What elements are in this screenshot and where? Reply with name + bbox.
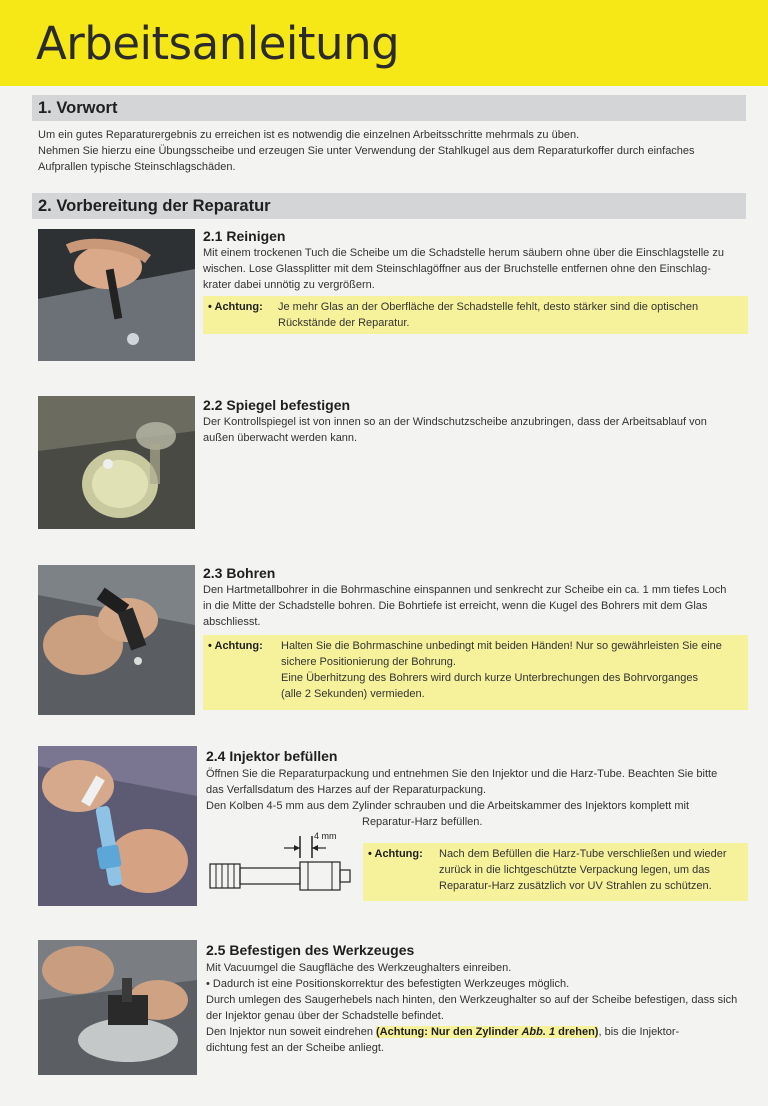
step-line: wischen. Lose Glassplitter mit dem Steinschlagöffner aus der Bruchstelle entfernen ohne den Einschlag- (203, 263, 711, 275)
step-text-bohren (203, 582, 748, 630)
vorwort-text (38, 127, 748, 175)
warning-line: sichere Positionierung der Bohrung. (281, 656, 456, 668)
step-line: Durch umlegen des Saugerhebels nach hinten, den Werkzeughalter so auf der Scheibe befestigen, dass sich (206, 994, 738, 1006)
step-line: Der Kontrollspiegel ist von innen so an der Windschutzscheibe anzubringen, dass der Arbeitsablauf von (203, 416, 707, 428)
step-line: der Injektor genau über der Schadstelle befindet. (206, 1010, 444, 1022)
warning-line: Eine Überhitzung des Bohrers wird durch kurze Unterbrechungen des Bohrvorganges (281, 672, 699, 684)
step-line-pre: Den Injektor nun soweit eindrehen (206, 1026, 376, 1038)
warning-line: (alle 2 Sekunden) vermieden. (281, 688, 425, 700)
step-title-bohren: 2.3 Bohren (203, 565, 276, 581)
warning-line: Reparatur-Harz zusätzlich vor UV Strahlen zu schützen. (439, 880, 712, 892)
step-title-spiegel: 2.2 Spiegel befestigen (203, 397, 351, 413)
warning-label: • Achtung: (208, 301, 263, 313)
step-line: in die Mitte der Schadstelle bohren. Die Bohrtiefe ist erreicht, wenn die Kugel des Bohrers mit dem Glas (203, 600, 708, 612)
vorwort-line: Um ein gutes Reparaturergebnis zu erreichen ist es notwendig die einzelnen Arbeitsschritte mehrmals zu üben. (38, 129, 580, 141)
page-title: Arbeitsanleitung (36, 17, 400, 70)
photo-injector (38, 746, 197, 906)
photo-mirror (38, 396, 195, 529)
step-line: • Dadurch ist eine Positionskorrektur des befestigten Werkzeuges möglich. (206, 978, 570, 990)
step-line-post: , bis die Injektor- (598, 1026, 680, 1038)
step-text-injektor (206, 766, 748, 830)
warning-label: • Achtung: (368, 848, 423, 860)
inline-warning-part: drehen) (555, 1026, 599, 1038)
figure-reference: Abb. 1 (521, 1026, 556, 1038)
step-line: Den Kolben 4-5 mm aus dem Zylinder schrauben und die Arbeitskammer des Injektors komplett mit (206, 800, 689, 812)
dimension-label: 4 mm (314, 831, 337, 841)
step-text-reinigen (203, 245, 748, 293)
warning-label: • Achtung: (208, 640, 263, 652)
inline-warning (376, 1026, 598, 1038)
warning-line: zurück in die lichtgeschützte Verpackung legen, um das (439, 864, 710, 876)
vorwort-line: Aufprallen typische Steinschlagschäden. (38, 161, 236, 173)
step-title-injektor: 2.4 Injektor befüllen (206, 748, 338, 764)
warning-line: Halten Sie die Bohrmaschine unbedingt mit beiden Händen! Nur so gewährleisten Sie eine (281, 640, 722, 652)
step-line: das Verfallsdatum des Harzes auf der Reparaturpackung. (206, 784, 487, 796)
step-line: Den Hartmetallbohrer in die Bohrmaschine einspannen und senkrecht zur Scheibe ein ca. 1 mm tiefes Loch (203, 584, 727, 596)
step-line: krater dabei unnötig zu vergrößern. (203, 279, 375, 291)
step-line-with-warning (206, 1024, 748, 1040)
step-title-reinigen: 2.1 Reinigen (203, 228, 286, 244)
section-heading-vorwort: 1. Vorwort (32, 95, 746, 121)
step-text-spiegel (203, 414, 748, 446)
step-text-befestigen (206, 960, 748, 1056)
warning-note-bohren (203, 635, 748, 710)
step-line: dichtung fest an der Scheibe anliegt. (206, 1042, 384, 1054)
section-heading-vorbereitung: 2. Vorbereitung der Reparatur (32, 193, 746, 219)
warning-line: Je mehr Glas an der Oberfläche der Schadstelle fehlt, desto stärker sind die optischen (278, 301, 699, 313)
step-line: abschliesst. (203, 616, 261, 628)
step-line: Reparatur-Harz befüllen. (362, 816, 483, 828)
warning-note-injektor (363, 843, 748, 901)
warning-line: Nach dem Befüllen die Harz-Tube verschließen und wieder (439, 848, 727, 860)
photo-drilling (38, 565, 195, 715)
title-banner (0, 0, 768, 86)
step-line: Mit Vacuumgel die Saugfläche des Werkzeughalters einreiben. (206, 962, 512, 974)
photo-cleaning (38, 229, 195, 361)
photo-tool-mounting (38, 940, 197, 1075)
warning-note-reinigen (203, 296, 748, 334)
warning-line: Rückstände der Reparatur. (278, 317, 410, 329)
inline-warning-part: (Achtung: Nur den Zylinder (376, 1026, 522, 1038)
step-line: außen überwacht werden kann. (203, 432, 358, 444)
injector-diagram (208, 828, 358, 898)
step-line: Öffnen Sie die Reparaturpackung und entnehmen Sie den Injektor und die Harz-Tube. Beachten Sie bitte (206, 768, 718, 780)
step-title-befestigen: 2.5 Befestigen des Werkzeuges (206, 942, 415, 958)
step-line: Mit einem trockenen Tuch die Scheibe um die Schadstelle herum säubern ohne über die Einschlagstelle zu (203, 247, 724, 259)
vorwort-line: Nehmen Sie hierzu eine Übungsscheibe und erzeugen Sie unter Verwendung der Stahlkugel aus dem Reparaturkoffer durch einfaches (38, 145, 695, 157)
